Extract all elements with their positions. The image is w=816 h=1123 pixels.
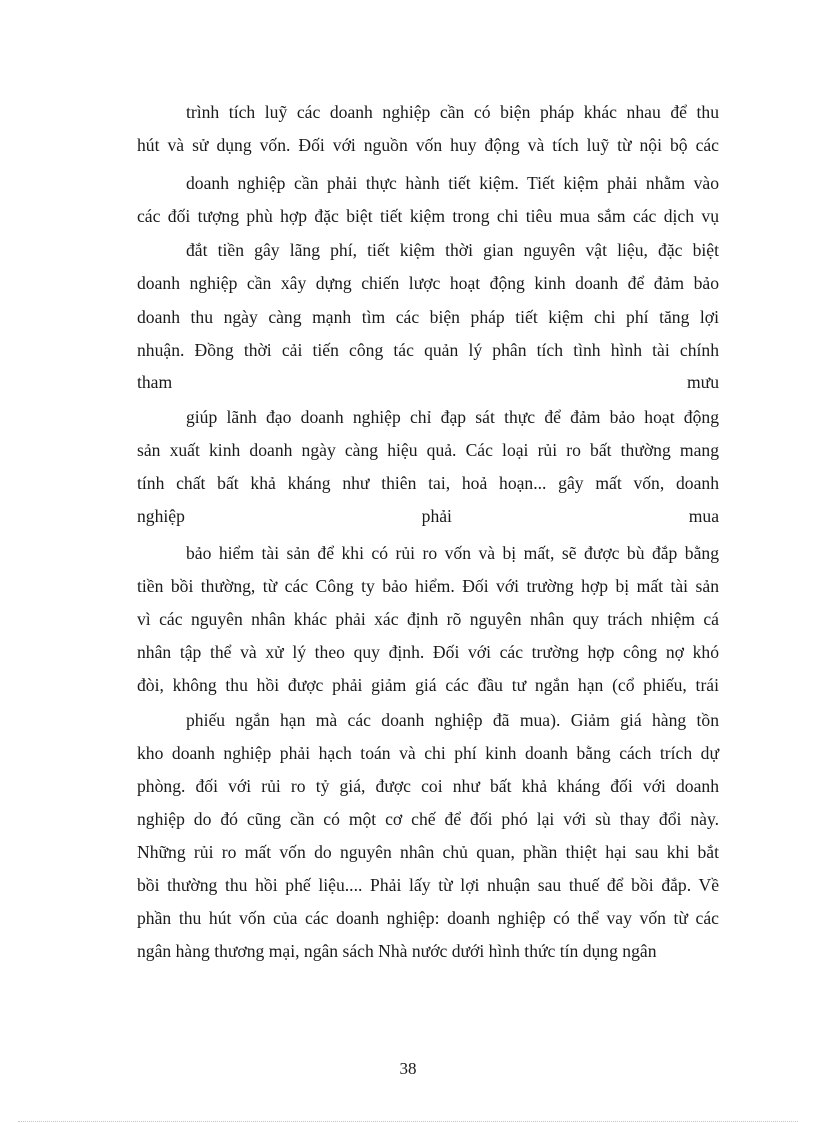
text-line: tiền bồi thường, từ các Công ty bảo hiểm. Đối với trường hợp bị mất tài sản — [137, 576, 719, 596]
text-line: tính chất bất khả kháng như thiên tai, hoả hoạn... gây mất vốn, doanh — [137, 473, 719, 493]
text-line: ngân hàng thương mại, ngân sách Nhà nước dưới hình thức tín dụng ngân — [137, 941, 657, 961]
text-line: các đối tượng phù hợp đặc biệt tiết kiệm trong chi tiêu mua sắm các dịch vụ — [137, 206, 719, 226]
text-line: phần thu hút vốn của các doanh nghiệp: doanh nghiệp có thể vay vốn từ các — [137, 908, 719, 928]
page-bottom-divider — [18, 1121, 798, 1122]
text-line: đắt tiền gây lãng phí, tiết kiệm thời gian nguyên vật liệu, đặc biệt — [186, 240, 719, 260]
text-line: hút và sử dụng vốn. Đối với nguồn vốn huy động và tích luỹ từ nội bộ các — [137, 135, 719, 155]
text-line: nghiệp phải mua — [137, 506, 719, 526]
text-line: nhuận. Đồng thời cải tiến công tác quản lý phân tích tình hình tài chính — [137, 340, 719, 360]
text-line: đòi, không thu hồi được phải giảm giá các đầu tư ngắn hạn (cổ phiếu, trái — [137, 675, 719, 695]
text-line: doanh nghiệp cần phải thực hành tiết kiệm. Tiết kiệm phải nhằm vào — [186, 173, 719, 193]
text-line: nghiệp do đó cũng cần có một cơ chế để đối phó lại với sù thay đổi này. — [137, 809, 719, 829]
text-line: sản xuất kinh doanh ngày càng hiệu quả. Các loại rủi ro bất thường mang — [137, 440, 719, 460]
text-line: kho doanh nghiệp phải hạch toán và chi phí kinh doanh bằng cách trích dự — [137, 743, 719, 763]
text-line: nhân tập thể và xử lý theo quy định. Đối với các trường hợp công nợ khó — [137, 642, 719, 662]
text-line: tham mưu — [137, 372, 719, 392]
text-line: bồi thường thu hồi phế liệu.... Phải lấy từ lợi nhuận sau thuế để bồi đắp. Về — [137, 875, 719, 895]
text-line: doanh nghiệp cần xây dựng chiến lược hoạt động kinh doanh để đảm bảo — [137, 273, 719, 293]
text-line: phiếu ngắn hạn mà các doanh nghiệp đã mua). Giảm giá hàng tồn — [186, 710, 719, 730]
text-line: trình tích luỹ các doanh nghiệp cần có biện pháp khác nhau để thu — [186, 102, 719, 122]
text-line: vì các nguyên nhân khác phải xác định rõ nguyên nhân quy trách nhiệm cá — [137, 609, 719, 629]
text-line: giúp lãnh đạo doanh nghiệp chỉ đạp sát thực để đảm bảo hoạt động — [186, 407, 719, 427]
text-line: bảo hiểm tài sản để khi có rủi ro vốn và bị mất, sẽ được bù đắp bằng — [186, 543, 719, 563]
text-line: phòng. đối với rủi ro tỷ giá, được coi như bất khả kháng đối với doanh — [137, 776, 719, 796]
text-line: Những rủi ro mất vốn do nguyên nhân chủ quan, phần thiệt hại sau khi bắt — [137, 842, 719, 862]
page-number: 38 — [399, 1059, 417, 1078]
text-line: doanh thu ngày càng mạnh tìm các biện pháp tiết kiệm chi phí tăng lợi — [137, 307, 719, 327]
